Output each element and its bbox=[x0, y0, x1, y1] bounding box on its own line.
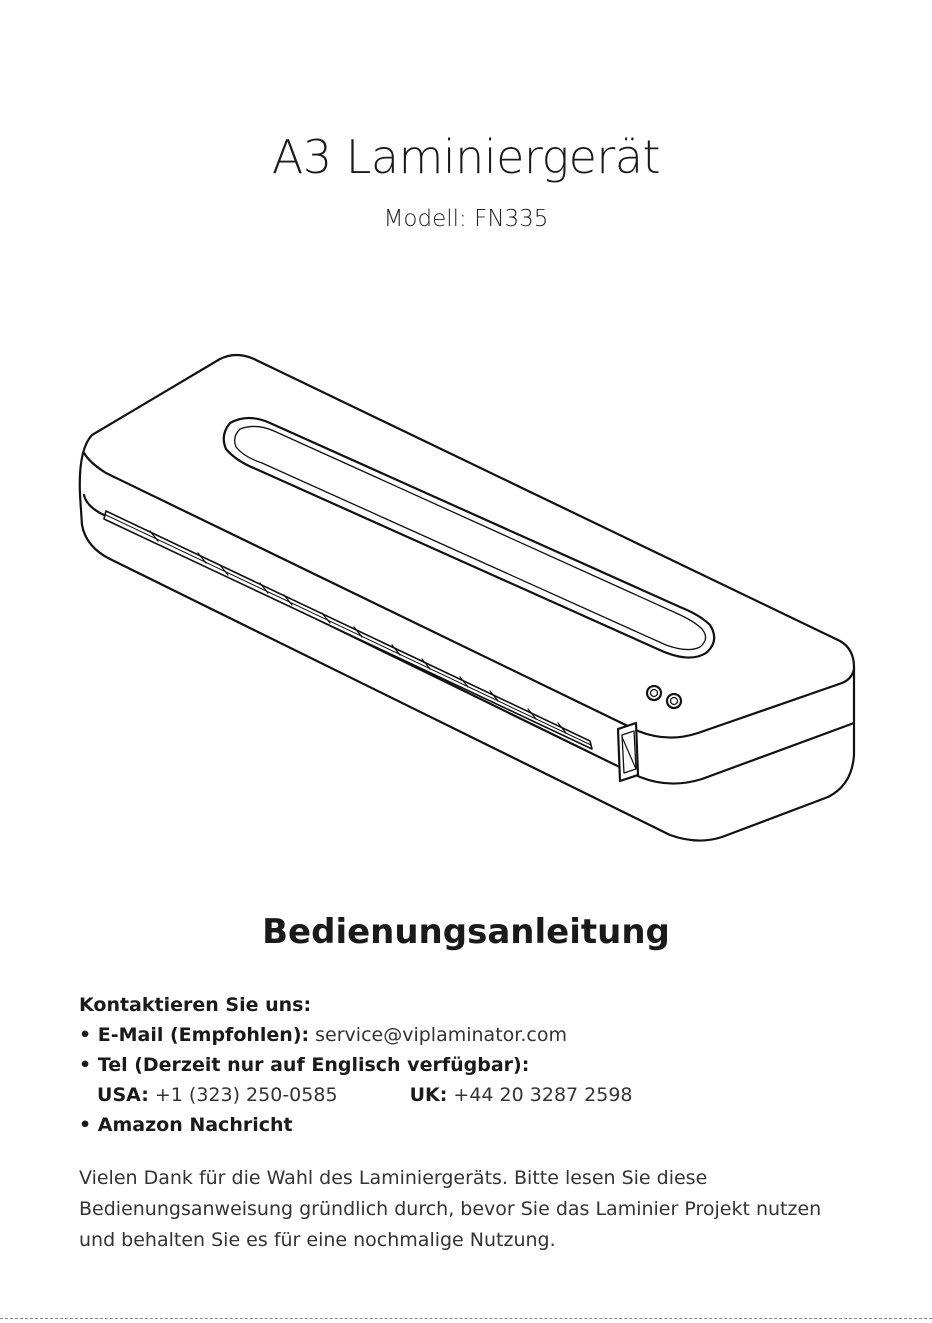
uk-phone: +44 20 3287 2598 bbox=[453, 1084, 633, 1106]
email-value: service@viplaminator.com bbox=[315, 1024, 567, 1046]
email-label: • E-Mail (Empfohlen): bbox=[79, 1024, 310, 1046]
email-row bbox=[79, 1020, 879, 1050]
usa-phone: +1 (323) 250-0585 bbox=[154, 1084, 338, 1106]
usa-label: USA: bbox=[97, 1084, 149, 1106]
intro-paragraph bbox=[79, 1163, 879, 1256]
uk-label: UK: bbox=[409, 1084, 448, 1106]
intro-line: und behalten Sie es für eine nochmalige Nutzung. bbox=[79, 1229, 556, 1251]
model-number: Modell: FN335 bbox=[383, 206, 549, 232]
document-title: A3 Laminiergerät bbox=[271, 130, 661, 184]
intro-line: Bedienungsanweisung gründlich durch, bevor Sie das Laminier Projekt nutzen bbox=[79, 1198, 822, 1220]
page-divider bbox=[0, 1318, 932, 1319]
tel-label: • Tel (Derzeit nur auf Englisch verfügbar): bbox=[79, 1054, 530, 1076]
manual-title: Bedienungsanleitung bbox=[262, 912, 670, 952]
contact-section bbox=[79, 990, 879, 1140]
contact-heading: Kontaktieren Sie uns: bbox=[79, 994, 312, 1016]
amazon-message: • Amazon Nachricht bbox=[79, 1114, 293, 1136]
laminator-illustration bbox=[70, 345, 870, 865]
intro-line: Vielen Dank für die Wahl des Laminiergeräts. Bitte lesen Sie diese bbox=[79, 1167, 708, 1189]
phone-row bbox=[79, 1080, 879, 1110]
